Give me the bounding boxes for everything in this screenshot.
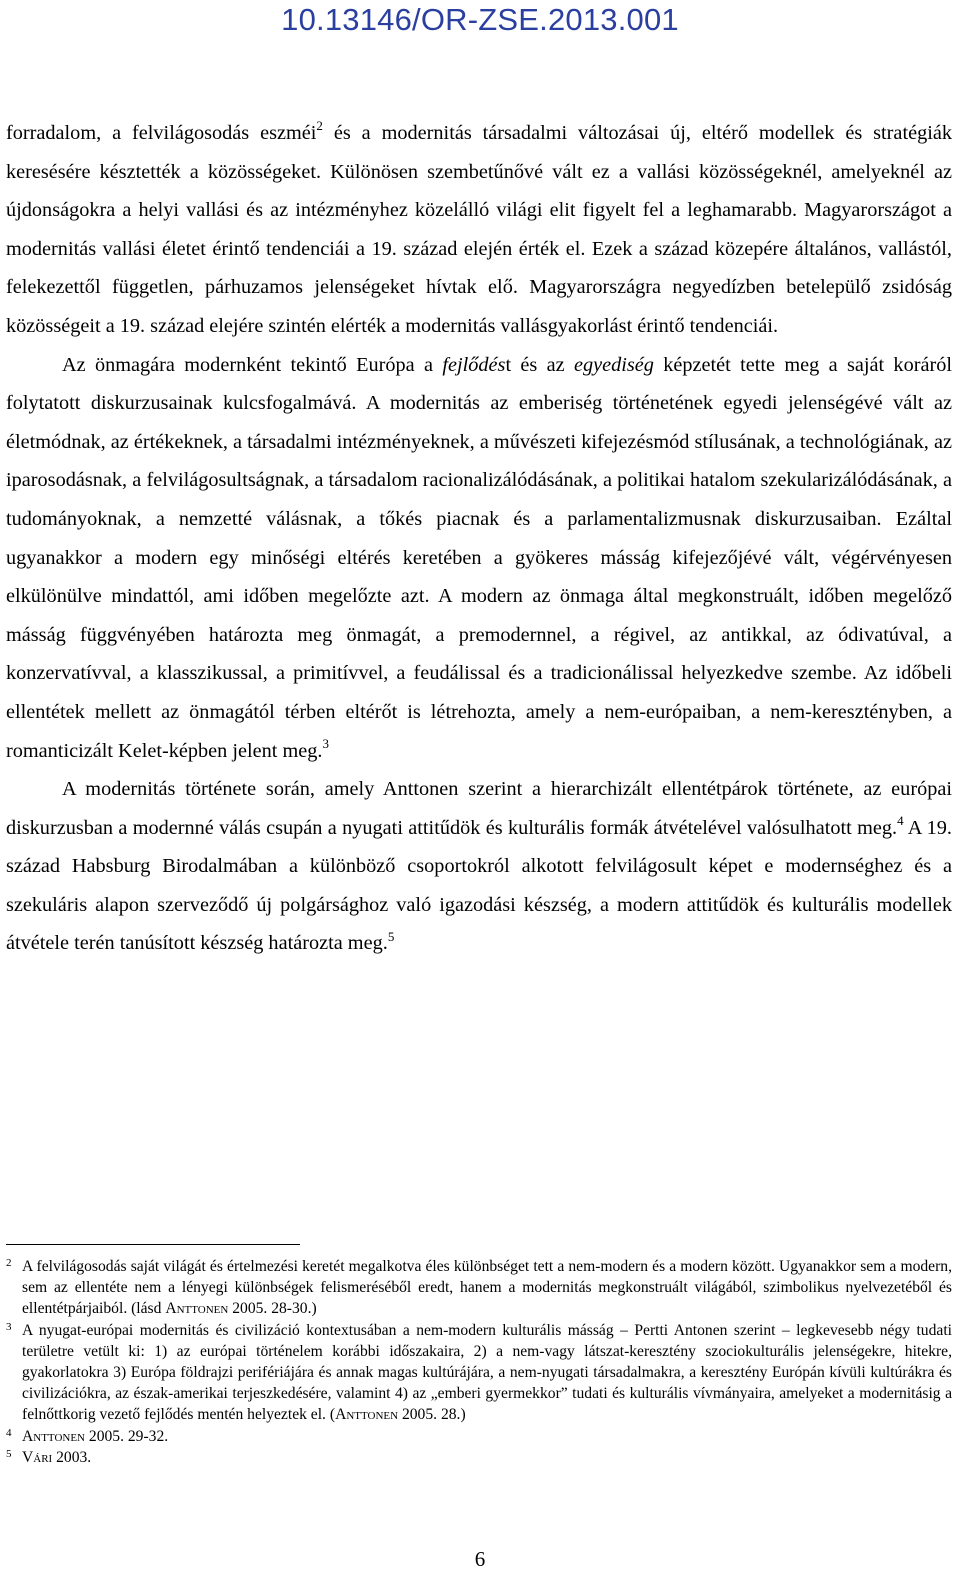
footnote-2-author: Anttonen (165, 1300, 229, 1318)
emphasis-egyediseg: egyediség (573, 353, 654, 376)
footnote-3-text-a: A nyugat-európai modernitás és civilizáció kontextusában a nem-modern kulturális másság – Pertti Antonen szerint – legkevesebb négy tudati területre vetült ki: 1) az európai történelem korábbi időszakaira, 2) a nem-vagy látszat-keresztény szociokulturális jelenségekre, hitekre, gyakorlatokra 3) Európa földrajzi perifériájára és annak magas kultúrájára, a nem-nyugati társadalmakra, a keresztény Európán kívüli kultúrákra és civilizációkra, az észak-amerikai terjeszkedésére, valamint 4) az „emberi gyermekkor” tudati és kulturális vívmányaira, amelyeket a modernitásig a felnőttkorig vezető fejlődés mentén helyeztek el. ( (22, 1321, 952, 1424)
footnote-2-text-a: A felvilágosodás saját világát és értelmezési keretét megalkotva éles különbséget tett a nem-modern és a modern között. Ugyanakkor sem a modern, sem az ellentéte nem a lényegi különbségek felismeréséből eredt, hanem a modernitás megkonstruált világából, szimbolikus nyelvezetéből és ellentétpárjaiból. (lásd (22, 1258, 952, 1318)
footnote-3-author: Anttonen (335, 1406, 399, 1424)
footnotes (6, 1256, 952, 1468)
footnote-2-text-b: 2005. 28-30.) (228, 1300, 317, 1318)
paragraph-2 (6, 346, 952, 771)
paragraph-3-text-b: A 19. század Habsburg Birodalmában a különböző csoportokról alkotott felvilágosult képet e modernséghez és a szekuláris alapon szerveződő új polgársághoz való igazodási készség, a modern attitűdök és kulturális modellek átvétele terén tanúsított készség határozta meg. (6, 816, 952, 955)
paragraph-2-text-c: képzetét tette meg a saját koráról folytatott diskurzusainak kulcsfogalmává. A modernitás az emberiség történetének egyedi jelenségévé vált az életmódnak, az értékeknek, a társadalmi intézményeknek, a művészeti kifejezésmód stílusának, a technológiának, az iparosodásnak, a felvilágosultságnak, a társadalom racionalizálódásának, a politikai hatalom szekularizálódásának, a tudományoknak, a nemzetté válásnak, a tőkés piacnak és a parlamentalizmusnak diskurzusaiban. Ezáltal ugyanakkor a modern egy minőségi eltérés keretében a gyökeres másság kifejezőjévé vált, végérvényesen elkülönülve mindattól, ami időben megelőzte azt. A modern az önmaga által megkonstruált, időben megelőző másság függvényében határozta meg önmagát, a premodernnel, a régivel, az antikkal, az ódivatúval, a konzervatívval, a klasszikussal, a primitívvel, a feudálissal és a tradicionálissal helyezkedve szembe. Az időbeli ellentétek mellett az önmagától térben eltérőt is létrehozta, amely a nem-európaiban, a nem-keresztényben, a romanticizált Kelet-képben jelent meg. (6, 353, 952, 762)
footnote-5 (6, 1447, 952, 1468)
footnote-4-text (22, 1426, 952, 1447)
paragraph-1-text-a: forradalom, a felvilágosodás eszméi (6, 122, 317, 144)
paragraph-1-text-b: és a modernitás társadalmi változásai új, eltérő modellek és stratégiák keresésére késztették a közösségeket. Különösen szembetűnővé vált ez a vallási közösségeknél, amelyeknél az újdonságokra a helyi vallási és az intézményhez közelálló világi elit figyelt fel a leghamarabb. Magyarországot a modernitás vallási életet érintő tendenciái a 19. század elején érték el. Ezek a század közepére általános, vallástól, felekezettől független, párhuzamos jelenségeket hívtak elő. Magyarországra negyedízben betelepülő zsidóság közösségeit a 19. század elejére szintén elérték a modernitás vallásgyakorlást érintő tendenciái. (6, 122, 952, 337)
footnote-5-number: 5 (6, 1447, 12, 1460)
footnote-4 (6, 1426, 952, 1447)
footnote-2-number: 2 (6, 1257, 12, 1269)
footnote-ref-5: 5 (387, 928, 395, 944)
body-text (6, 114, 952, 963)
paragraph-2-text-a: Az önmagára modernként tekintő Európa a (62, 353, 443, 376)
footnote-3-text-b: 2005. 28.) (398, 1406, 466, 1424)
doi-header: 10.13146/OR-ZSE.2013.001 (281, 2, 679, 37)
footnote-5-text (22, 1447, 952, 1468)
page-number: 6 (474, 1547, 486, 1571)
footnote-5-author: Vári (22, 1448, 53, 1466)
footnote-5-text-b: 2003. (52, 1448, 92, 1466)
footnote-3-text (22, 1320, 952, 1426)
footnote-3-number: 3 (6, 1320, 12, 1333)
footnote-4-author: Anttonen (22, 1427, 85, 1445)
footnote-4-number: 4 (6, 1426, 12, 1439)
paragraph-3 (6, 770, 952, 963)
footnote-3 (6, 1320, 952, 1426)
footnote-ref-3: 3 (322, 735, 329, 751)
footnote-4-text-b: 2005. 29-32. (85, 1427, 169, 1445)
paragraph-1 (6, 114, 952, 346)
footnote-separator (6, 1244, 300, 1245)
footnote-2 (6, 1256, 952, 1320)
paragraph-2-text-b: t és az (505, 353, 574, 376)
paragraph-3-text-a: A modernitás története során, amely Anttonen szerint a hierarchizált ellentétpárok története, az európai diskurzusban a modernné válás csupán a nyugati attitűdök és kulturális formák átvételével valósulhatott meg. (6, 778, 952, 839)
footnote-ref-4: 4 (897, 812, 904, 828)
footnote-2-text (22, 1256, 952, 1320)
footnote-ref-2: 2 (316, 118, 323, 134)
emphasis-fejlodes: fejlődés (442, 353, 506, 376)
